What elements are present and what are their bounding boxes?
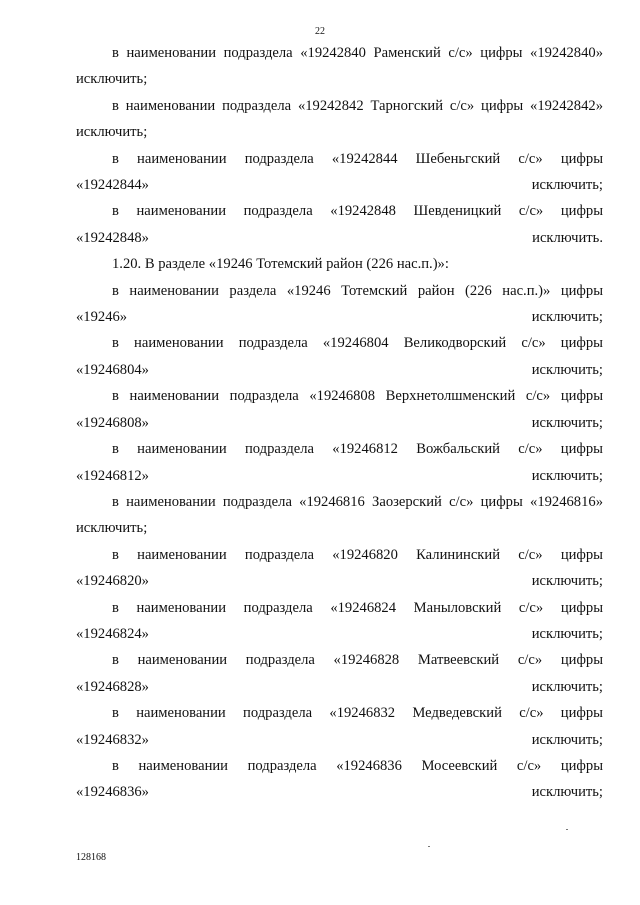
amendment-paragraph: в наименовании подраздела «19242840 Раменский с/с» цифры «19242840» исключить; xyxy=(76,45,603,88)
amendment-paragraph: в наименовании раздела «19246 Тотемский район (226 нас.п.)» цифры «19246» исключить; xyxy=(76,282,603,326)
section-heading: 1.20. В разделе «19246 Тотемский район (226 нас.п.)»: xyxy=(112,256,449,273)
amendment-paragraph: в наименовании подраздела «19246808 Верхнетолшменский с/с» цифры «19246808» исключить; xyxy=(76,388,603,431)
scan-speck xyxy=(428,846,430,847)
amendment-paragraph: в наименовании подраздела «19246836 Мосеевский с/с» цифры «19246836» исключить; xyxy=(76,757,603,801)
amendment-paragraph: в наименовании подраздела «19246804 Великодворский с/с» цифры «19246804» исключить; xyxy=(76,335,603,378)
page-number: 22 xyxy=(315,26,325,37)
amendment-paragraph: в наименовании подраздела «19246816 Заозерский с/с» цифры «19246816» исключить; xyxy=(76,493,603,537)
amendment-paragraph: в наименовании подраздела «19246812 Вожбальский с/с» цифры «19246812» исключить; xyxy=(76,441,603,484)
amendment-paragraph: в наименовании подраздела «19242842 Тарногский с/с» цифры «19242842» исключить; xyxy=(76,97,603,141)
scan-speck xyxy=(566,829,568,830)
amendment-paragraph: в наименовании подраздела «19246824 Маныловский с/с» цифры «19246824» исключить; xyxy=(76,599,603,642)
amendment-paragraph: в наименовании подраздела «19246828 Матвеевский с/с» цифры «19246828» исключить; xyxy=(76,652,603,695)
amendment-paragraph: в наименовании подраздела «19242844 Шебеньгский с/с» цифры «19242844» исключить; xyxy=(76,150,603,194)
amendment-paragraph: в наименовании подраздела «19246832 Медведевский с/с» цифры «19246832» исключить; xyxy=(76,705,603,748)
footer-document-code: 128168 xyxy=(76,852,106,863)
document-body xyxy=(76,40,603,806)
amendment-paragraph: в наименовании подраздела «19242848 Шевденицкий с/с» цифры «19242848» исключить. xyxy=(76,203,603,246)
amendment-paragraph: в наименовании подраздела «19246820 Калининский с/с» цифры «19246820» исключить; xyxy=(76,546,603,590)
